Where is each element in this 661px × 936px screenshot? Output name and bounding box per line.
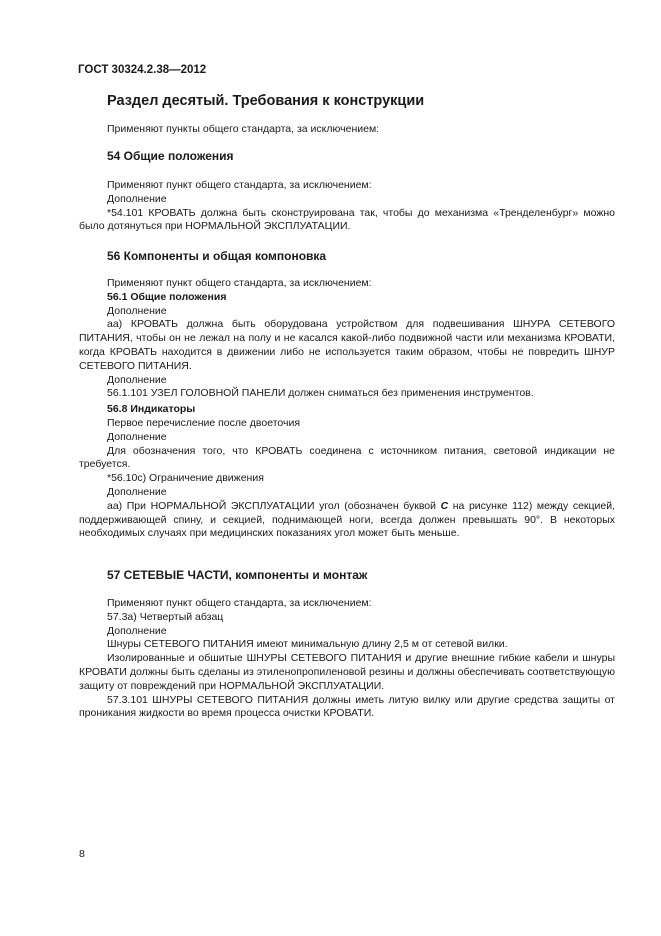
paragraph: *54.101 КРОВАТЬ должна быть сконструирована так, чтобы до механизма «Тренделенбург» можно было дотянуться при НОРМАЛЬНОЙ ЭКСПЛУАТАЦИИ. [79, 206, 615, 233]
paragraph: 57.3.101 ШНУРЫ СЕТЕВОГО ПИТАНИЯ должны иметь литую вилку или другие средства защиты от проникания жидкости во время процесса очистки КРОВАТИ. [79, 693, 615, 720]
subclause-title: 56.8 Индикаторы [107, 403, 196, 416]
paragraph: 56.1.101 УЗЕЛ ГОЛОВНОЙ ПАНЕЛИ должен сниматься без применения инструментов. [107, 387, 534, 400]
text-run: на рисунке 112) между секцией, поддерживающей спину, и секцией, поднимающей ноги, всегда должен превышать 90°. В некоторых необходимых случаях при медицинских показаниях угол может быть меньше. [79, 499, 616, 540]
section-title: Раздел десятый. Требования к конструкции [107, 93, 425, 109]
standard-code: ГОСТ 30324.2.38—2012 [78, 64, 207, 76]
clause-56-body [79, 277, 615, 541]
paragraph: Дополнение [107, 624, 167, 637]
paragraph: Шнуры СЕТЕВОГО ПИТАНИЯ имеют минимальную длину 2,5 м от сетевой вилки. [107, 638, 508, 651]
paragraph: Дополнение [107, 192, 167, 205]
paragraph: Дополнение [107, 485, 167, 498]
text-run-italic: C [440, 499, 449, 512]
page-number: 8 [79, 848, 85, 860]
clause-56-title: 56 Компоненты и общая компоновка [107, 249, 327, 263]
paragraph: *56.10с) Ограничение движения [107, 472, 264, 485]
section-intro-block [79, 123, 615, 137]
paragraph: Для обозначения того, что КРОВАТЬ соединена с источником питания, световой индикации не требуется. [79, 444, 615, 471]
paragraph: аа) КРОВАТЬ должна быть оборудована устройством для подвешивания ШНУРА СЕТЕВОГО ПИТАНИЯ, чтобы он не лежал на полу и не касался какой-либо подвижной части или механизма КРОВАТИ, когда КРОВАТЬ находится в движении либо не используется таким образом, чтобы не повредить ШНУР СЕТЕВОГО ПИТАНИЯ. [79, 318, 615, 372]
paragraph: Применяют пункт общего стандарта, за исключением: [107, 179, 372, 191]
paragraph: 57.3а) Четвертый абзац [107, 610, 224, 623]
paragraph: Дополнение [107, 430, 167, 443]
paragraph [79, 500, 615, 541]
paragraph: Дополнение [107, 373, 167, 386]
paragraph: Изолированные и обшитые ШНУРЫ СЕТЕВОГО ПИТАНИЯ и другие внешние гибкие кабели и шнуры КРОВАТИ должны быть сделаны из этиленопропиленовой резины и должны обеспечивать соответствующую защиту от повреждений при НОРМАЛЬНОЙ ЭКСПЛУАТАЦИИ. [79, 652, 615, 692]
paragraph: Дополнение [107, 304, 167, 317]
text-run: аа) При НОРМАЛЬНОЙ ЭКСПЛУАТАЦИИ угол (обозначен буквой [107, 499, 441, 512]
clause-57-title: 57 СЕТЕВЫЕ ЧАСТИ, компоненты и монтаж [107, 568, 368, 582]
clause-54-title: 54 Общие положения [107, 149, 234, 163]
subclause-title: 56.1 Общие положения [107, 290, 227, 303]
paragraph: Применяют пункт общего стандарта, за исключением: [107, 597, 372, 609]
paragraph: Первое перечисление после двоеточия [107, 416, 301, 429]
section-intro: Применяют пункты общего стандарта, за исключением: [107, 123, 380, 135]
clause-57-body [79, 597, 615, 721]
clause-54-body [79, 179, 615, 234]
paragraph: Применяют пункт общего стандарта, за исключением: [107, 277, 372, 289]
